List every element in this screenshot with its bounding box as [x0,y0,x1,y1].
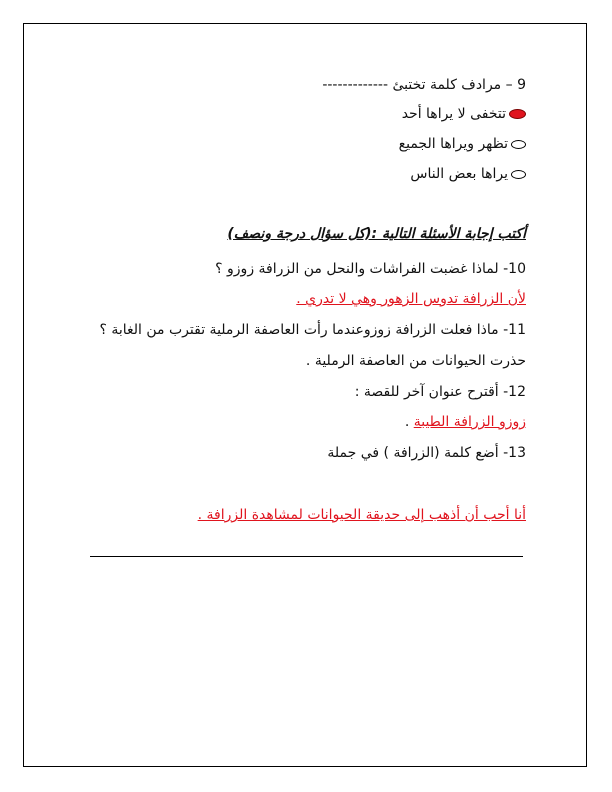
question-11: 11- ماذا فعلت الزرافة زوزوعندما رأت العاصفة الرملية تقترب من الغابة ؟ [99,322,526,338]
radio-empty-icon[interactable] [511,140,526,149]
question-12: 12- أقترح عنوان آخر للقصة : [354,384,526,400]
q9-option-3[interactable] [410,165,526,183]
q9-option-3-label: يراها بعض الناس [410,166,508,182]
answer-13: أنا أحب أن أذهب إلى حديقة الحيوانات لمشاهدة الزرافة . [197,507,526,523]
q9-option-1[interactable] [402,105,526,123]
answer-11: حذرت الحيوانات من العاصفة الرملية . [305,353,526,369]
q9-option-1-label: تتخفى لا يراها أحد [401,106,506,122]
radio-selected-icon[interactable] [509,109,526,119]
question-9: 9 – مرادف كلمة تختبئ ------------- [322,77,526,93]
question-10: 10- لماذا غضبت الفراشات والنحل من الزرافة زوزو ؟ [215,261,526,277]
question-13: 13- أضع كلمة (الزرافة ) في جملة [327,445,526,461]
radio-empty-icon[interactable] [511,170,526,179]
q9-option-2[interactable] [399,135,526,153]
answer-12-suffix: . [404,414,414,430]
q9-option-2-label: تظهر ويراها الجميع [398,136,508,152]
section-heading: أكتب إجابة الأسئلة التالية :(كل سؤال درجة ونصف) [227,226,526,242]
divider-line [90,556,523,557]
answer-10: لأن الزرافة تدوس الزهور وهي لا تدري . [296,291,526,307]
answer-12-row [405,413,526,431]
answer-12: زوزو الزرافة الطيبة [413,414,526,430]
